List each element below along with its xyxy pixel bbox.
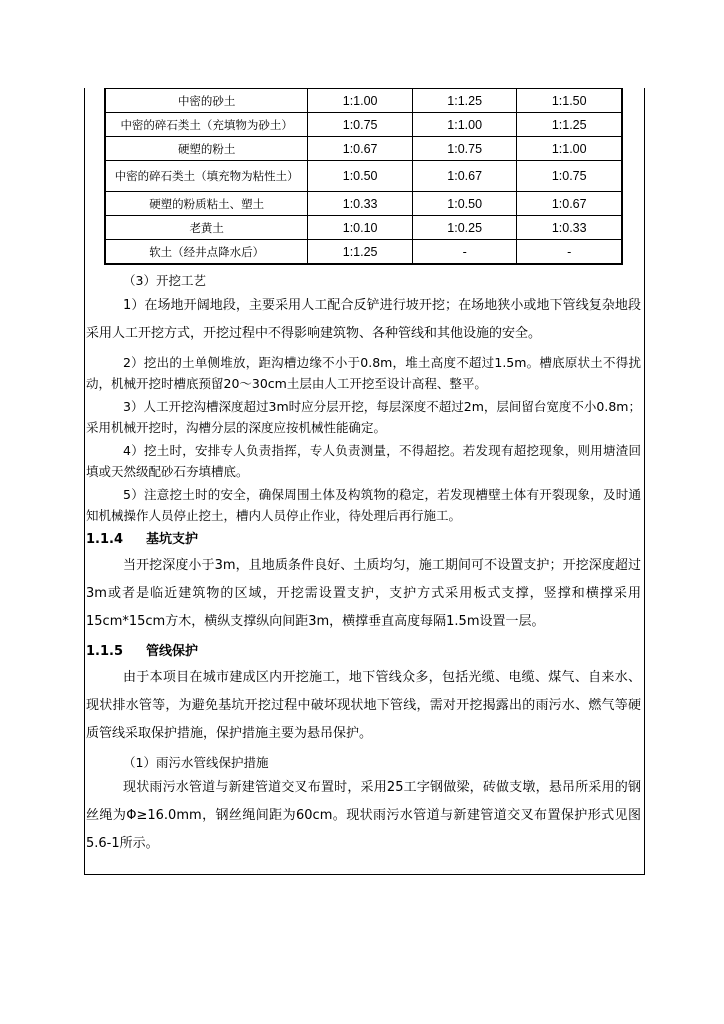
section-number: 1.1.4 (86, 532, 124, 547)
ratio-cell: 1:0.67 (412, 161, 517, 192)
table-row (105, 240, 622, 265)
soil-type-cell: 中密的碎石类土（充填物为砂土） (105, 113, 308, 137)
section-number: 1.1.5 (86, 644, 124, 659)
subsection-title-sewer-protection: （1）雨污水管线保护措施 (123, 755, 269, 770)
excavation-item-1: 1）在场地开阔地段，主要采用人工配合反铲进行坡开挖；在场地狭小或地下管线复杂地段采用人工开挖方式，开挖过程中不得影响建筑物、各种管线和其他设施的安全。 (86, 298, 641, 341)
soil-type-cell: 软土（经井点降水后） (105, 240, 308, 265)
ratio-cell: 1:0.67 (517, 192, 622, 216)
soil-type-cell: 老黄土 (105, 216, 308, 240)
ratio-cell: 1:1.00 (412, 113, 517, 137)
table-row (105, 216, 622, 240)
table-row (105, 89, 622, 113)
ratio-cell: 1:1.00 (517, 137, 622, 161)
soil-type-cell: 中密的碎石类土（填充物为粘性土） (105, 161, 308, 192)
ratio-cell: 1:0.67 (308, 137, 413, 161)
soil-type-cell: 中密的砂土 (105, 89, 308, 113)
ratio-cell: 1:0.10 (308, 216, 413, 240)
excavation-item-2: 2）挖出的土单侧堆放，距沟槽边缘不小于0.8m，堆土高度不超过1.5m。槽底原状土不得扰动，机械开挖时槽底预留20～30cm土层由人工开挖至设计高程、整平。 (86, 355, 641, 391)
section-title: 管线保护 (146, 644, 199, 659)
ratio-cell: 1:1.25 (517, 113, 622, 137)
ratio-cell: 1:0.25 (412, 216, 517, 240)
pit-support-body: 当开挖深度小于3m，且地质条件良好、土质均匀，施工期间可不设置支护；开挖深度超过3m或者是临近建筑物的区域，开挖需设置支护，支护方式采用板式支撑，竖撑和横撑采用15cm*15cm方木，横纵支撑纵向间距3m，横撑垂直高度每隔1.5m设置一层。 (86, 558, 641, 629)
ratio-cell: 1:0.33 (517, 216, 622, 240)
soil-type-cell: 硬塑的粉质粘土、塑土 (105, 192, 308, 216)
ratio-cell: 1:0.50 (308, 161, 413, 192)
subsection-title-excavation-process: （3）开挖工艺 (123, 273, 206, 288)
table-row (105, 113, 622, 137)
soil-type-cell: 硬塑的粉土 (105, 137, 308, 161)
slope-ratio-table (104, 88, 623, 265)
sewer-protection-body: 现状雨污水管道与新建管道交叉布置时，采用25工字钢做梁，砖做支墩，悬吊所采用的钢丝绳为Φ≥16.0mm，钢丝绳间距为60cm。现状雨污水管道与新建管道交叉布置保护形式见图5.6-1所示。 (86, 780, 641, 851)
document-body (86, 270, 641, 858)
ratio-cell: 1:1.50 (517, 89, 622, 113)
ratio-cell: 1:1.25 (308, 240, 413, 265)
table-row (105, 137, 622, 161)
ratio-cell: - (412, 240, 517, 265)
ratio-cell: 1:1.25 (412, 89, 517, 113)
ratio-cell: - (517, 240, 622, 265)
excavation-item-5: 5）注意挖土时的安全，确保周围土体及构筑物的稳定，若发现槽壁土体有开裂现象，及时通知机械操作人员停止挖土，槽内人员停止作业，待处理后再行施工。 (86, 487, 641, 523)
ratio-cell: 1:0.33 (308, 192, 413, 216)
ratio-cell: 1:0.75 (517, 161, 622, 192)
ratio-cell: 1:0.75 (412, 137, 517, 161)
pipeline-protection-body: 由于本项目在城市建成区内开挖施工，地下管线众多，包括光缆、电缆、煤气、自来水、现状排水管等，为避免基坑开挖过程中破坏现状地下管线，需对开挖揭露出的雨污水、燃气等硬质管线采取保护措施，保护措施主要为悬吊保护。 (86, 670, 641, 741)
ratio-cell: 1:0.75 (308, 113, 413, 137)
section-heading-pipeline-protection (86, 640, 641, 664)
table-row (105, 192, 622, 216)
table-row (105, 161, 622, 192)
ratio-cell: 1:1.00 (308, 89, 413, 113)
excavation-item-4: 4）挖土时，安排专人负责指挥，专人负责测量，不得超挖。若发现有超挖现象，则用塘渣回填或天然级配砂石夯填槽底。 (86, 443, 641, 479)
section-heading-pit-support (86, 528, 641, 552)
section-title: 基坑支护 (146, 532, 199, 547)
excavation-item-3: 3）人工开挖沟槽深度超过3m时应分层开挖，每层深度不超过2m，层间留台宽度不小0.8m；采用机械开挖时，沟槽分层的深度应按机械性能确定。 (86, 399, 641, 435)
ratio-cell: 1:0.50 (412, 192, 517, 216)
